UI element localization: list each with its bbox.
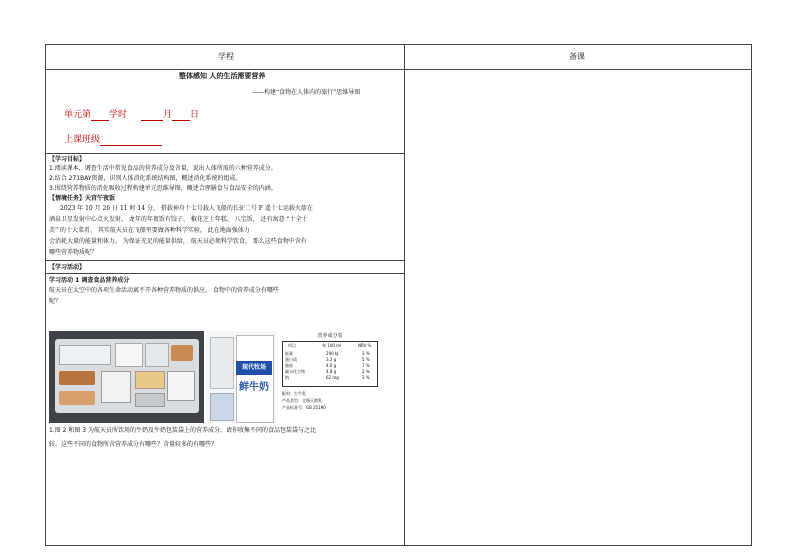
class-line: 上课班级 [64, 134, 162, 146]
worksheet-table [45, 44, 752, 546]
objective-item: 1.阅读课本，调查生活中常见食品的营养成分及含量，说出人体所需的六种营养成分。 [49, 165, 277, 172]
unit-hour-date-line: 单元第 学时 月 日 [64, 110, 200, 120]
question-line: 较。这些不同的食物所含营养成分有哪些？含量较多的有哪些？ [49, 441, 218, 448]
situation-line: 美” 的十大菜肴， 其实航天员在飞船里要做各种科学实验， 此在地面强体力 [49, 227, 250, 234]
nutrition-footer: 产品标准号：GB 25190 [282, 405, 326, 410]
nutrition-label: 营养成分表 项目 每 100 ml NRV % 能量 290 kJ 3 % 蛋白质 3.2 g 5 % 脂肪 4.0 g 7 % 碳水化合物 4.8 g 2 % 钠 62 mg 3 % 配料：生牛乳 产品类型：全脂灭菌乳 产品标准号：GB 25190 [278, 331, 382, 423]
question-line: 1.图 2 和图 3 为航天员所饮用的牛奶及牛奶包装袋上的营养成分，请你收集不同的食品包装袋与之比 [49, 427, 316, 434]
page-subtitle: ——构建“食物在人体内的旅行”思维导图 [252, 89, 361, 96]
nutrition-footer: 配料：生牛乳 [282, 391, 306, 396]
situation-line: 2023 年 10 月 26 日 11 时 14 分， 搭载神舟十七号载人飞船的长征二号 F 遥十七运载火箭在 [60, 205, 313, 212]
divider [46, 260, 404, 261]
study-column [46, 69, 404, 545]
milk-brand: 现代牧场 [241, 364, 266, 371]
nutrition-footer: 产品类型：全脂灭菌乳 [282, 398, 322, 403]
activity-prompt: 航天员在太空中的各项生命活动离不开各种营养物质的供应。 食物中的营养成分有哪些 [49, 287, 279, 294]
activity-prompt: 呢？ [49, 298, 62, 305]
divider [46, 273, 404, 274]
situation-line: 酒泉卫星发射中心点火发射。 龙年的年夜饭有饺子、 椒花芝士年糕、 八宝饭， 还有寓意 “十全十 [49, 216, 308, 223]
nutrition-title: 营养成分表 [317, 333, 343, 339]
divider [46, 153, 404, 154]
prep-notes-column[interactable] [405, 70, 751, 545]
milk-box-photo [206, 331, 276, 423]
situation-line: 哪些营养物质呢？ [49, 249, 98, 256]
objective-item: 2.结合 271BAY资源，识别人体消化系统结构图，概述消化系统的组成。 [49, 175, 242, 182]
activity-title: 学习活动 1 调查食品营养成分 [49, 277, 130, 284]
situation-line: 会消耗大量的能量和体力。 为保证充足的能量供给， 航天员必须科学饮食。 那么这些食物中含有 [49, 238, 307, 245]
objective-item: 3.围绕营养物质的消化吸收过程构建单元思维导图，概述合理膳食与食品安全的内涵。 [49, 185, 277, 192]
objectives-heading: 【学习目标】 [49, 156, 86, 163]
header-right: 备课 [569, 52, 585, 61]
space-food-photo [49, 331, 204, 423]
milk-product: 鲜牛奶 [239, 382, 269, 393]
situation-heading: 【情境任务】天宫午夜饭 [49, 195, 116, 202]
page-title: 整体感知 人的生活需要营养 [179, 72, 266, 80]
header-left: 学程 [218, 52, 234, 61]
activity-heading: 【学习活动】 [49, 264, 86, 271]
header-row [46, 45, 751, 70]
